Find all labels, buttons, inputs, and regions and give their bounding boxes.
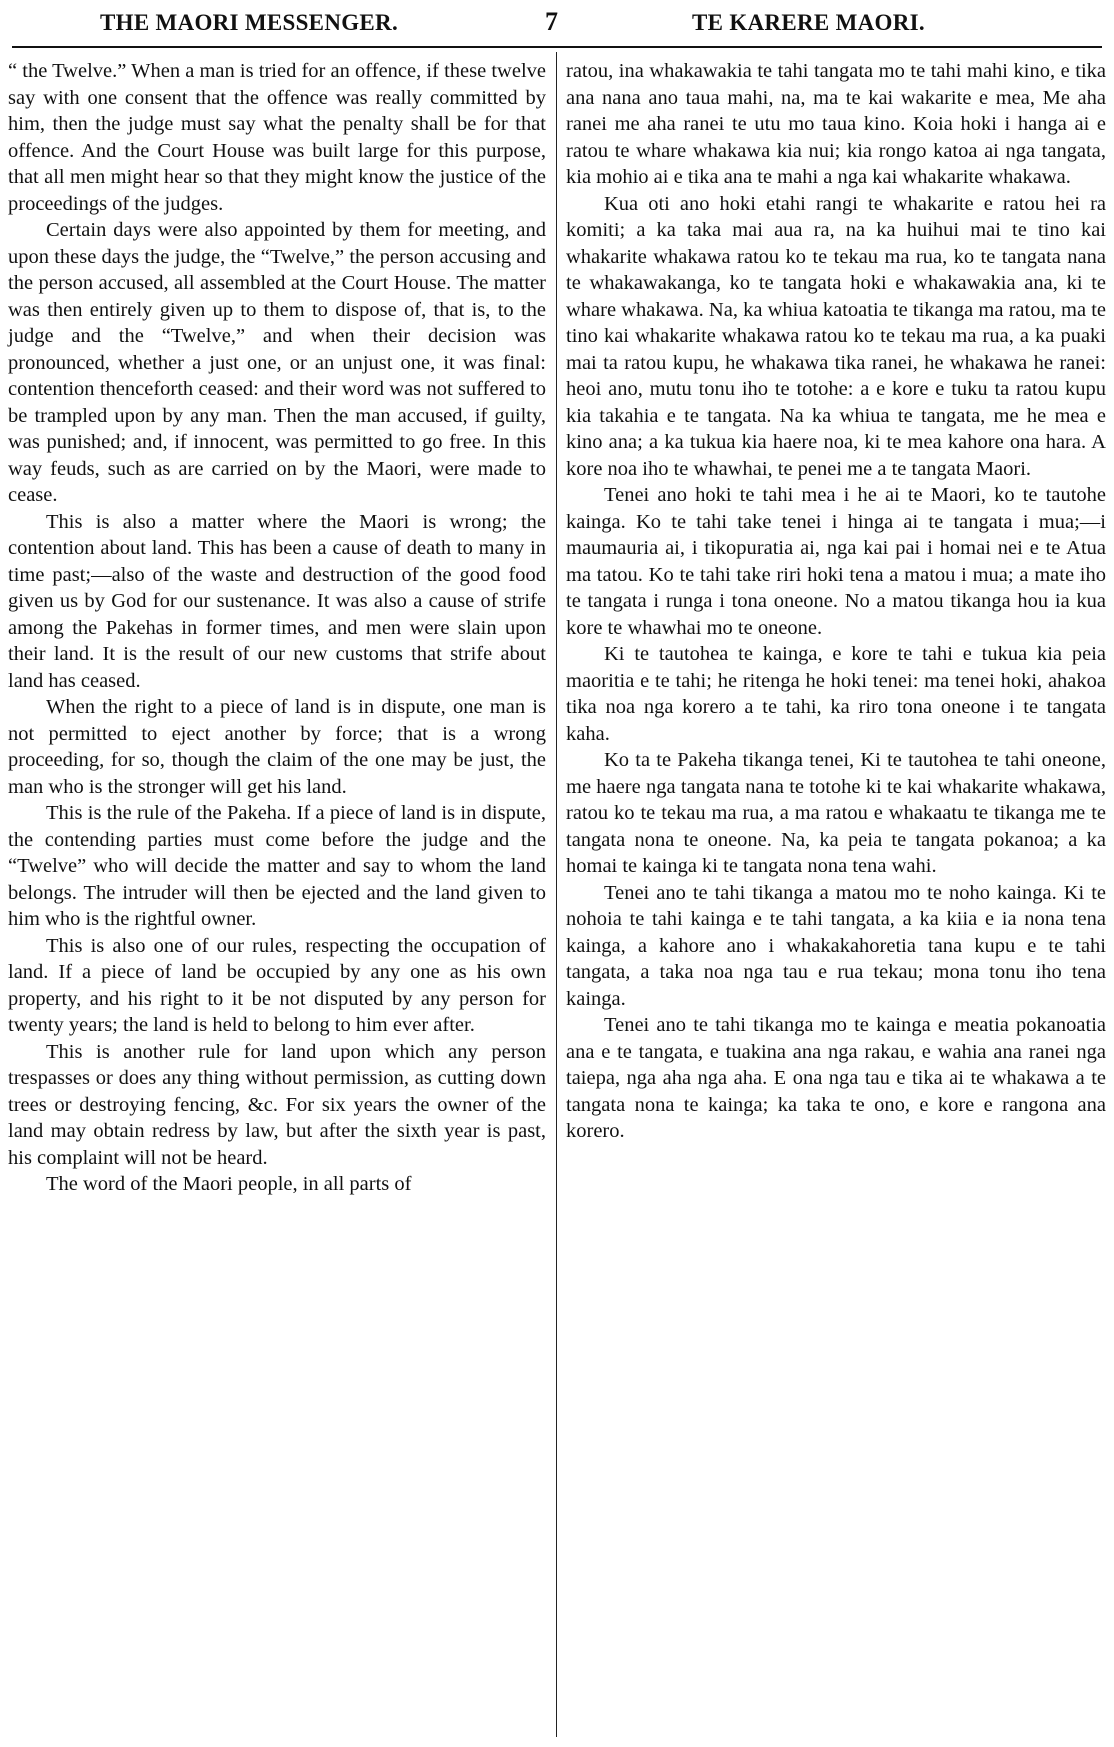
english-paragraph: Certain days were also appointed by them for meeting, and upon these days the judge, the “Twelve,” the person accusing and the person accused, all assembled at the Court House. The matter was then entirely given up to them to dispose of, that is, to the judge and the “Twelve,” and when their decision was pronounced, whether a just one, or an unjust one, it was final: contention thenceforth ceased: and their word was not suffered to be trampled upon by any man. Then the man accused, if guilty, was punished; and, if innocent, was permitted to go free. In this way feuds, such as are carried on by the Maori, were made to cease.	[8, 219, 546, 506]
page-header	[0, 6, 1114, 40]
english-paragraph: The word of the Maori people, in all parts of	[46, 1173, 412, 1195]
maori-paragraph: Tenei ano hoki te tahi mea i he ai te Maori, ko te tautohe kainga. Ko te tahi take tenei i hinga ai te tangata i mua;—i maumauria ai, i tikopuratia ai, nga kai pai i homai nei e te Atua ma tatou. Ko te tahi take riri hoki tena a matou i mua; a mate iho te tangata i runga i tona oneone. No a matou tikanga hou ia kua kore te whawhai mo te oneone.	[566, 484, 1106, 639]
header-rule	[12, 46, 1102, 48]
english-column	[8, 58, 546, 1198]
maori-paragraph: Tenei ano te tahi tikanga mo te kainga e meatia pokanoatia ana e te tangata, e tuakina ana nga rakau, e wahia ana ranei nga taiepa, nga aha nga aha. E ona nga tau e tika ai te whakawa a te tangata nona te kainga; ka taka te ono, e kore e rangona ana korero.	[566, 1014, 1106, 1142]
page-number: 7	[545, 7, 559, 36]
english-paragraph: This is also one of our rules, respecting the occupation of land. If a piece of land be occupied by any one as his own property, and his right to it be not disputed by any person for twenty years; the land is held to belong to him ever after.	[8, 934, 546, 1036]
maori-column	[566, 58, 1106, 1145]
maori-paragraph: Ko ta te Pakeha tikanga tenei, Ki te tautohea te tahi oneone, me haere nga tangata nana te totohe ki te kai whakarite whakawa, ratou ko te tekau ma rua, a ma ratou e whakaatu te tikanga me te tangata nona te oneone. Na, ka peia te tangata pokanoa; a ka homai te kainga ki te tangata nona tena wahi.	[566, 749, 1106, 877]
maori-paragraph: Ki te tautohea te kainga, e kore te tahi e tukua kia peia maoritia e te tahi; he ritenga he hoki tenei: ma tenei hoki, ahakoa tika noa nga korero a te tahi, ka riro tona oneone i te tangata kaha.	[566, 643, 1106, 745]
english-paragraph: This is another rule for land upon which any person trespasses or does any thing without permission, as cutting down trees or destroying fencing, &c. For six years the owner of the land may obtain redress by law, but after the sixth year is past, his complaint will not be heard.	[8, 1040, 546, 1169]
maori-paragraph: ratou, ina whakawakia te tahi tangata mo te tahi mahi kino, e tika ana nana ano taua mahi, na, ma te kai wakarite e mea, Me aha ranei me aha ranei te utu mo taua kino. Koia hoki i hanga ai e ratou te whare whakawa kia nui; kia rongo katoa ai nga tangata, kia mohio ai e tika ana te mahi a nga kai whakarite whakawa.	[566, 60, 1106, 188]
english-paragraph: This is the rule of the Pakeha. If a piece of land is in dispute, the contending parties must come before the judge and the “Twelve” who will decide the matter and say to whom the land belongs. The intruder will then be ejected and the land given to him who is the rightful owner.	[8, 802, 546, 930]
maori-masthead: TE KARERE MAORI.	[692, 10, 925, 35]
maori-paragraph: Kua oti ano hoki etahi rangi te whakarite e ratou hei ra komiti; a ka taka mai aua ra, na ka huihui mai te tino kai whakarite whakawa ratou ko te tekau ma rua, ko te tangata nana te whakawakanga, ko te tangata hoki e whakawakia ana, ki te whare whakawa. Na, ka whiua katoatia te tikanga ma ratou, ma te tino kai whakarite whakawa ratou ko te tekau ma rua, a ka puaki mai ta ratou kupu, he whakawa tika ranei, he whakawa he ranei: heoi ano, mutu tonu iho te totohe: a e kore e tuku ta ratou kupu kia takahia e te tangata. Na ka whiua te tangata, me he mea e kino ana; a ka tukua kia haere noa, ki te mea kahore ona hara. A kore noa iho te whawhai, te penei me a te tangata Maori.	[566, 192, 1106, 480]
maori-paragraph: Tenei ano te tahi tikanga a matou mo te noho kainga. Ki te nohoia te tahi kainga e te tahi tangata, a ka kiia e ia nona tena kainga, a kahore ano i whakakahoretia tana kupu e te tahi tangata, a taka noa nga tau e rua tekau; mona tonu iho tena kainga.	[566, 881, 1106, 1010]
english-paragraph: When the right to a piece of land is in dispute, one man is not permitted to eject another by force; that is a wrong proceeding, for so, though the claim of the one may be just, the man who is the stronger will get his land.	[8, 696, 546, 798]
english-paragraph: This is also a matter where the Maori is wrong; the contention about land. This has been a cause of death to many in time past;—also of the waste and destruction of the good food given us by God for our sustenance. It was also a cause of strife among the Pakehas in former times, and men were slain upon their land. It is the result of our new customs that strife about land has ceased.	[8, 510, 546, 692]
column-divider	[556, 52, 557, 1737]
english-paragraph: “ the Twelve.” When a man is tried for an offence, if these twelve say with one consent that the offence was really committed by him, then the judge must say what the penalty shall be for that offence. And the Court House was built large for this purpose, that all men might hear so that they might know the justice of the proceedings of the judges.	[8, 60, 546, 215]
english-masthead: THE MAORI MESSENGER.	[100, 10, 399, 35]
